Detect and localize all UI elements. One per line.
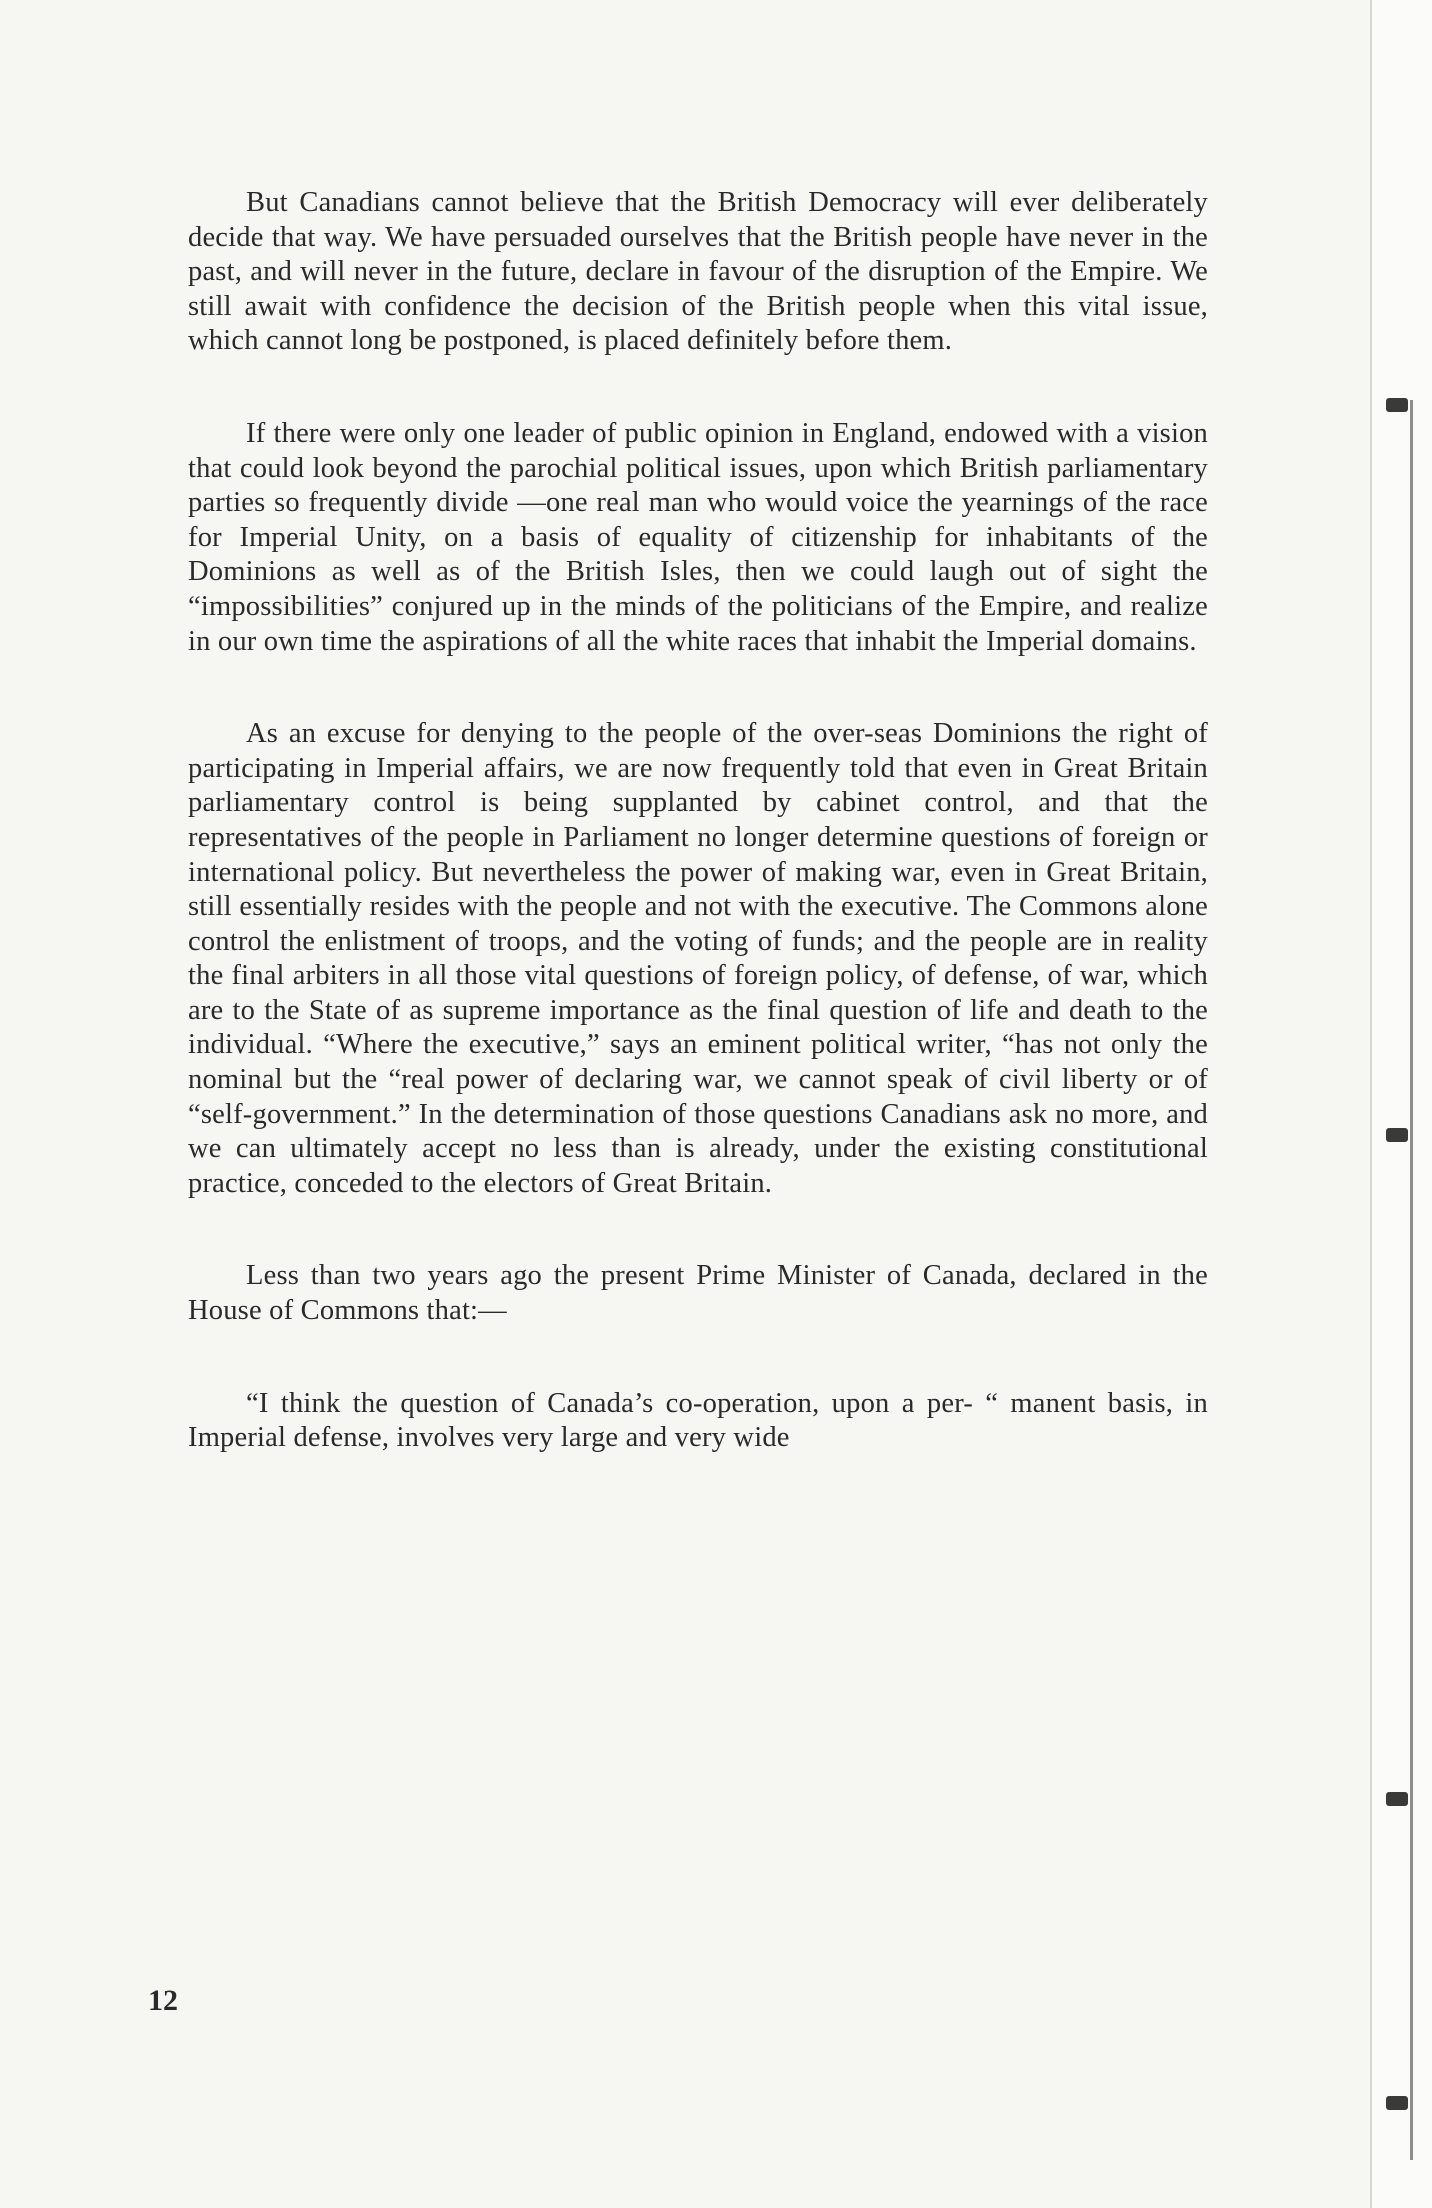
paragraph-5-quote: “I think the question of Canada’s co-operation, upon a per- “ manent basis, in Imperial defense, involves very large and very wide bbox=[188, 1387, 1208, 1454]
binding-clip-4 bbox=[1386, 2096, 1408, 2110]
page-edge-margin bbox=[1370, 0, 1432, 2208]
paragraph-1: But Canadians cannot believe that the British Democracy will ever deliberately decide that way. We have persuaded ourselves that the British people have never in the past, and will never in the future, declare in favour of the disruption of the Empire. We still await with confidence the decision of the British people when this vital issue, which cannot long be postponed, is placed definitely before them. bbox=[188, 187, 1208, 357]
paragraph-3: As an excuse for denying to the people of the over-seas Dominions the right of participating in Imperial affairs, we are now frequently told that even in Great Britain parliamentary control is being supplanted by cabinet control, and that the representatives of the people in Parliament no longer determine questions of foreign or international policy. But nevertheless the power of making war, even in Great Britain, still essentially resides with the people and not with the executive. The Commons alone control the enlistment of troops, and the voting of funds; and the people are in reality the final arbiters in all those vital questions of foreign policy, of defense, of war, which are to the State of as supreme importance as the final question of life and death to the individual. “Where the executive,” says an eminent political writer, “has not only the nominal but the “real power of declaring war, we cannot speak of civil liberty or of “self-government.” In the determination of those questions Canadians ask no more, and we can ultimately accept no less than is already, under the existing constitutional practice, conceded to the electors of Great Britain. bbox=[188, 718, 1208, 1199]
binding-line bbox=[1410, 400, 1413, 2160]
paragraph-4: Less than two years ago the present Prime Minister of Canada, declared in the House of Commons that:— bbox=[188, 1260, 1208, 1327]
binding-clip-2 bbox=[1386, 1128, 1408, 1142]
body-text bbox=[188, 186, 1208, 1456]
binding-clip-3 bbox=[1386, 1792, 1408, 1806]
paragraph-2: If there were only one leader of public opinion in England, endowed with a vision that could look beyond the parochial political issues, upon which British parliamentary parties so frequently divide —one real man who would voice the yearnings of the race for Imperial Unity, on a basis of equality of citizenship for inhabitants of the Dominions as well as of the British Isles, then we could laugh out of sight the “impossibilities” conjured up in the minds of the politicians of the Empire, and realize in our own time the aspirations of all the white races that inhabit the Imperial domains. bbox=[188, 417, 1208, 657]
page-number: 12 bbox=[148, 1984, 178, 2017]
binding-clip-1 bbox=[1386, 398, 1408, 412]
